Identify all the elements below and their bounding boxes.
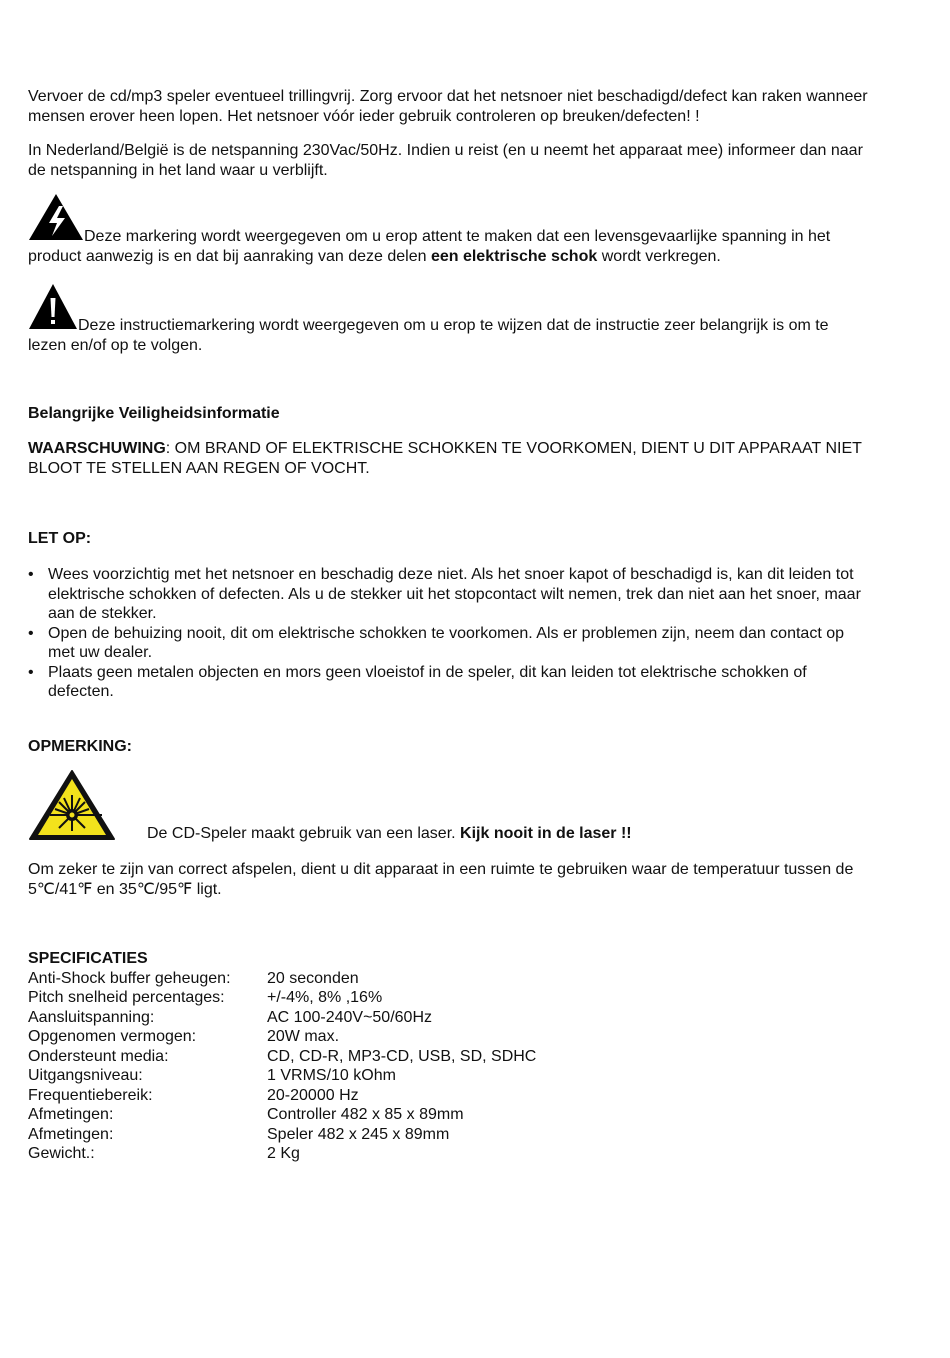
list-item: • Wees voorzichtig met het netsnoer en beschadig deze niet. Als het snoer kapot of beschadigd is, kan dit leiden tot elektrische schokken of defecten. Als u de stekker uit het stopcontact wilt nemen, trek dan niet aan het snoer, maar aan de stekker. bbox=[28, 565, 870, 624]
spec-row bbox=[28, 1008, 868, 1028]
shock-warning-paragraph bbox=[28, 193, 868, 266]
high-voltage-warning-icon bbox=[28, 193, 84, 247]
spec-row bbox=[28, 1066, 868, 1086]
intro-paragraph-2 bbox=[28, 141, 868, 180]
spec-value: 1 VRMS/10 kOhm bbox=[267, 1067, 396, 1084]
exclamation-warning-icon bbox=[28, 283, 78, 336]
safety-heading: Belangrijke Veiligheidsinformatie bbox=[28, 405, 280, 422]
opmerking-heading: OPMERKING: bbox=[28, 738, 132, 755]
warning-paragraph bbox=[28, 439, 868, 478]
intro-paragraph-1 bbox=[28, 87, 868, 126]
spec-label: Afmetingen: bbox=[28, 1106, 114, 1123]
instruction-warning-paragraph bbox=[28, 283, 868, 355]
spec-row bbox=[28, 1086, 868, 1106]
let-op-list bbox=[28, 565, 870, 702]
spec-label: Gewicht.: bbox=[28, 1145, 95, 1162]
spec-label: Aansluitspanning: bbox=[28, 1008, 155, 1026]
spec-row bbox=[28, 1105, 868, 1125]
specs-heading: SPECIFICATIES bbox=[28, 950, 148, 967]
spec-row bbox=[28, 1125, 868, 1145]
warning-label: WAARSCHUWING bbox=[28, 440, 166, 457]
spec-label: Afmetingen: bbox=[28, 1125, 114, 1143]
laser-warning-icon bbox=[28, 769, 116, 847]
spec-label: Uitgangsniveau: bbox=[28, 1067, 143, 1084]
warning-text: : OM BRAND OF ELEKTRISCHE SCHOKKEN TE VOORKOMEN, DIENT U DIT APPARAAT NIET BLOOT TE STELLEN AAN REGEN OF VOCHT. bbox=[28, 440, 862, 477]
intro-text-2: In Nederland/België is de netspanning 230Vac/50Hz. Indien u reist (en u neemt het apparaat mee) informeer dan naar de netspanning in het land waar u verblijft. bbox=[28, 142, 863, 179]
spec-row bbox=[28, 1027, 868, 1047]
spec-label: Ondersteunt media: bbox=[28, 1047, 169, 1065]
safety-section bbox=[28, 404, 868, 424]
spec-label: Opgenomen vermogen: bbox=[28, 1028, 197, 1045]
temperature-paragraph bbox=[28, 860, 868, 899]
shock-warning-text bbox=[28, 193, 868, 266]
spec-value: Speler 482 x 245 x 89mm bbox=[267, 1125, 450, 1143]
specifications-section bbox=[28, 949, 868, 1164]
instruction-warning-text bbox=[28, 283, 868, 355]
spec-label: Anti-Shock buffer geheugen: bbox=[28, 969, 231, 987]
list-item: • Open de behuizing nooit, dit om elektrische schokken te voorkomen. Als er problemen zijn, neem dan contact op met uw dealer. bbox=[28, 624, 870, 663]
spec-row bbox=[28, 1047, 868, 1067]
spec-value: 2 Kg bbox=[267, 1145, 300, 1162]
spec-value: 20-20000 Hz bbox=[267, 1086, 359, 1104]
shock-text: Deze markering wordt weergegeven om u erop attent te maken dat een levensgevaarlijke spanning in het product aanwezig is en dat bij aanraking van deze delen bbox=[28, 228, 831, 265]
shock-text-bold: een elektrische schok bbox=[430, 247, 598, 265]
laser-text: De CD-Speler maakt gebruik van een laser. bbox=[147, 825, 461, 842]
let-op-heading-block bbox=[28, 529, 868, 549]
spec-row bbox=[28, 988, 868, 1008]
shock-text-end: wordt verkregen. bbox=[597, 247, 721, 265]
laser-paragraph bbox=[147, 824, 867, 844]
let-op-list-block bbox=[28, 565, 870, 702]
spec-row bbox=[28, 969, 868, 989]
list-item: • Plaats geen metalen objecten en mors geen vloeistof in de speler, dit kan leiden tot elektrische schokken of defecten. bbox=[28, 663, 870, 702]
spec-label: Pitch snelheid percentages: bbox=[28, 989, 225, 1006]
spec-label: Frequentiebereik: bbox=[28, 1086, 153, 1104]
spec-value: 20 seconden bbox=[267, 969, 359, 987]
spec-value: Controller 482 x 85 x 89mm bbox=[267, 1106, 464, 1123]
spec-value: +/-4%, 8% ,16% bbox=[267, 989, 383, 1006]
specs-table bbox=[28, 969, 868, 1164]
spec-value: AC 100-240V~50/60Hz bbox=[267, 1008, 432, 1026]
opmerking-heading-block bbox=[28, 737, 868, 757]
instruction-text: Deze instructiemarkering wordt weergegeven om u erop te wijzen dat de instructie zeer belangrijk is om te lezen en/of op te volgen. bbox=[28, 317, 829, 354]
spec-row bbox=[28, 1144, 868, 1164]
spec-value: CD, CD-R, MP3-CD, USB, SD, SDHC bbox=[267, 1047, 537, 1065]
intro-text-1: Vervoer de cd/mp3 speler eventueel trillingvrij. Zorg ervoor dat het netsnoer niet beschadigd/defect kan raken wanneer mensen erover heen lopen. Het netsnoer vóór ieder gebruik controleren op breuken/defecten! ! bbox=[28, 88, 868, 125]
let-op-heading: LET OP: bbox=[28, 530, 92, 547]
spec-value: 20W max. bbox=[267, 1028, 340, 1045]
laser-text-bold: Kijk nooit in de laser !! bbox=[460, 825, 632, 842]
temperature-text: Om zeker te zijn van correct afspelen, dient u dit apparaat in een ruimte te gebruiken waar de temperatuur tussen de 5℃/41℉ en 35℃/95℉ ligt. bbox=[28, 861, 854, 898]
